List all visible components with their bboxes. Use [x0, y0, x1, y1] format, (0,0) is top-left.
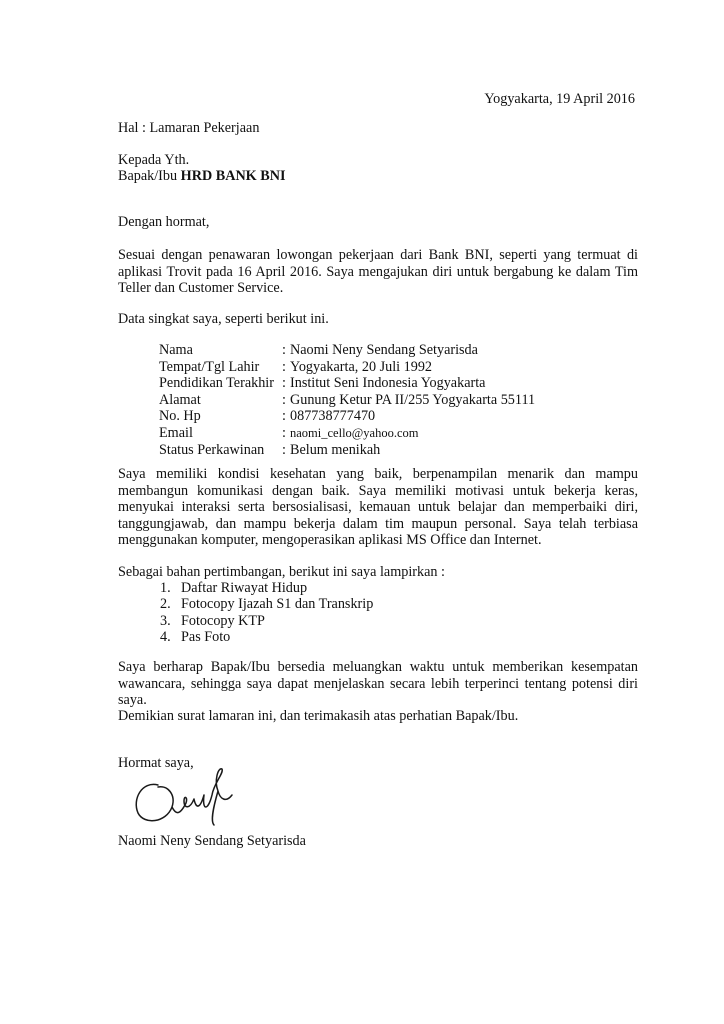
field-value: 087738777470	[290, 408, 376, 425]
subject-line: Hal : Lamaran Pekerjaan	[118, 120, 260, 136]
list-item	[160, 613, 373, 629]
handwritten-signature	[128, 765, 248, 829]
field-separator: :	[282, 408, 286, 425]
personal-data-row	[159, 425, 535, 442]
field-label: No. Hp	[159, 408, 201, 425]
attachment-intro: Sebagai bahan pertimbangan, berikut ini saya lampirkan :	[118, 564, 445, 580]
personal-data-table	[159, 342, 535, 458]
recipient-prefix: Bapak/Ibu	[118, 168, 181, 184]
personal-data-row	[159, 392, 535, 409]
field-value: naomi_cello@yahoo.com	[290, 425, 419, 440]
greeting: Dengan hormat,	[118, 214, 210, 230]
field-separator: :	[282, 391, 286, 408]
item-number: 1.	[160, 580, 171, 596]
field-separator: :	[282, 375, 286, 392]
field-value: Institut Seni Indonesia Yogyakarta	[290, 375, 486, 392]
personal-data-row	[159, 359, 535, 376]
field-label: Nama	[159, 342, 193, 358]
field-separator: :	[282, 342, 286, 358]
item-text: Pas Foto	[181, 629, 231, 646]
place-date: Yogyakarta, 19 April 2016	[484, 91, 635, 107]
regards-line: Hormat saya,	[118, 755, 194, 771]
item-text: Daftar Riwayat Hidup	[181, 580, 308, 596]
field-label: Pendidikan Terakhir	[159, 375, 274, 392]
list-item	[160, 580, 373, 596]
recipient-line-1: Kepada Yth.	[118, 152, 190, 168]
data-intro: Data singkat saya, seperti berikut ini.	[118, 311, 329, 327]
personal-data-row	[159, 442, 535, 459]
field-separator: :	[282, 358, 286, 375]
field-label: Status Perkawinan	[159, 441, 265, 458]
field-value: Naomi Neny Sendang Setyarisda	[290, 342, 478, 358]
field-label: Alamat	[159, 391, 201, 408]
recipient-line-2	[118, 168, 286, 185]
item-text: Fotocopy Ijazah S1 dan Transkrip	[181, 596, 374, 613]
attachment-list	[160, 580, 373, 646]
item-number: 3.	[160, 612, 171, 629]
field-separator: :	[282, 424, 286, 441]
paragraph-qualities: Saya memiliki kondisi kesehatan yang baik, berpenampilan menarik dan mampu membangun komunikasi dengan baik. Saya memiliki motivasi untuk bekerja keras, menyukai interaksi serta bersosialisasi, kemauan untuk belajar dan memperbaiki diri, tanggungjawab, dan mampu bekerja dalam tim maupun personal. Saya telah terbiasa menggunakan komputer, mengoperasikan aplikasi MS Office dan Internet.	[118, 466, 638, 549]
personal-data-row	[159, 342, 535, 359]
field-label: Email	[159, 424, 193, 441]
list-item	[160, 629, 373, 645]
field-value: Belum menikah	[290, 441, 381, 458]
item-number: 2.	[160, 596, 171, 613]
signer-name: Naomi Neny Sendang Setyarisda	[118, 833, 306, 849]
closing-line: Demikian surat lamaran ini, dan terimakasih atas perhatian Bapak/Ibu.	[118, 708, 519, 724]
field-value: Yogyakarta, 20 Juli 1992	[290, 358, 433, 375]
field-label: Tempat/Tgl Lahir	[159, 358, 260, 375]
field-separator: :	[282, 441, 286, 458]
field-value: Gunung Ketur PA II/255 Yogyakarta 55111	[290, 391, 536, 408]
personal-data-row	[159, 408, 535, 425]
list-item	[160, 596, 373, 612]
item-text: Fotocopy KTP	[181, 612, 265, 629]
paragraph-application: Sesuai dengan penawaran lowongan pekerjaan dari Bank BNI, seperti yang termuat di aplikasi Trovit pada 16 April 2016. Saya mengajukan diri untuk bergabung ke dalam Tim Teller dan Customer Service.	[118, 247, 638, 297]
paragraph-hope: Saya berharap Bapak/Ibu bersedia meluangkan waktu untuk memberikan kesempatan wawancara, sehingga saya dapat menjelaskan secara lebih terperinci tentang potensi diri saya.	[118, 659, 638, 709]
recipient-name: HRD BANK BNI	[180, 168, 286, 184]
item-number: 4.	[160, 629, 171, 646]
personal-data-row	[159, 375, 535, 392]
